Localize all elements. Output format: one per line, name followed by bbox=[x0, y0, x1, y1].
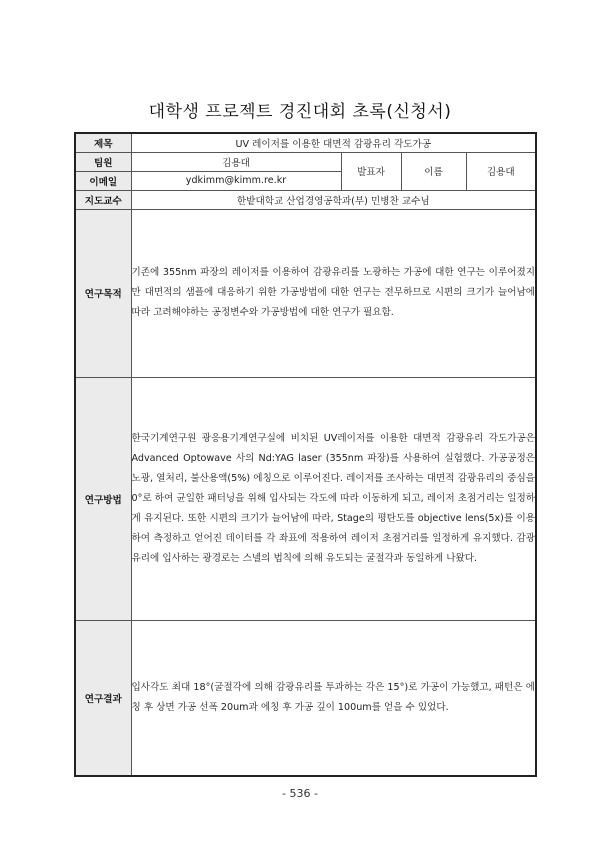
page-title: 대학생 프로젝트 경진대회 초록(신청서) bbox=[148, 102, 452, 122]
presenter-name-value: 김용대 bbox=[466, 152, 536, 190]
presenter-label: 발표자 bbox=[341, 152, 401, 190]
result-text: 입사각도 최대 18°(굴절각에 의해 감광유리를 투과하는 각은 15°)로 가공이 가능했고, 패턴은 에칭 후 상면 가공 선폭 20um과 에칭 후 가공 깊이 100um를 얻을 수 있었다. bbox=[131, 620, 536, 776]
method-text: 한국기계연구원 광응용기계연구실에 비치된 UV레이저를 이용한 대면적 감광유리 각도가공은 Advanced Optowave 사의 Nd:YAG laser (355nm 파장)를 사용하여 실험했다. 가공공정은 노광, 열처리, 불산용액(5%) 에칭으로 이루어진다. 레이저를 조사하는 대면적 감광유리의 중심을 0°로 하여 균일한 패터닝을 위해 입사되는 각도에 따라 이동하게 되고, 레이저 초점거리는 일정하게 유지된다. 또한 시편의 크기가 늘어남에 따라, Stage의 평탄도를 objective lens(5x)를 이용하여 측정하고 얻어진 데이터를 각 좌표에 적용하여 레이저 초점거리를 일정하게 유지했다. 감광유리에 입사하는 광경로는 스넬의 법칙에 의해 유도되는 굴절각과 동일하게 나왔다. bbox=[131, 378, 536, 621]
subject-row bbox=[75, 133, 536, 152]
result-row bbox=[75, 620, 536, 776]
team-label: 팀원 bbox=[75, 152, 131, 171]
team-value: 김용대 bbox=[131, 152, 341, 171]
method-label: 연구방법 bbox=[75, 378, 131, 621]
subject-value: UV 레이저를 이용한 대면적 감광유리 각도가공 bbox=[131, 133, 536, 152]
purpose-row bbox=[75, 209, 536, 378]
presenter-name-label: 이름 bbox=[401, 152, 466, 190]
page-number: - 536 - bbox=[282, 787, 318, 800]
advisor-value: 한밭대학교 산업경영공학과(부) 민병찬 교수님 bbox=[131, 190, 536, 209]
abstract-form-table bbox=[74, 132, 537, 777]
team-row bbox=[75, 152, 536, 171]
subject-label: 제목 bbox=[75, 133, 131, 152]
purpose-label: 연구목적 bbox=[75, 209, 131, 378]
email-label: 이메일 bbox=[75, 171, 131, 190]
email-value: ydkimm@kimm.re.kr bbox=[131, 171, 341, 190]
result-label: 연구결과 bbox=[75, 620, 131, 776]
advisor-row bbox=[75, 190, 536, 209]
advisor-label: 지도교수 bbox=[75, 190, 131, 209]
method-row bbox=[75, 378, 536, 621]
purpose-text: 기존에 355nm 파장의 레이저를 이용하여 감광유리를 노광하는 가공에 대한 연구는 이루어졌지만 대면적의 샘플에 대응하기 위한 가공방법에 대한 연구는 전무하므로 시편의 크기가 늘어남에 따라 고려해야하는 공정변수와 가공방법에 대한 연구가 필요함. bbox=[131, 209, 536, 378]
